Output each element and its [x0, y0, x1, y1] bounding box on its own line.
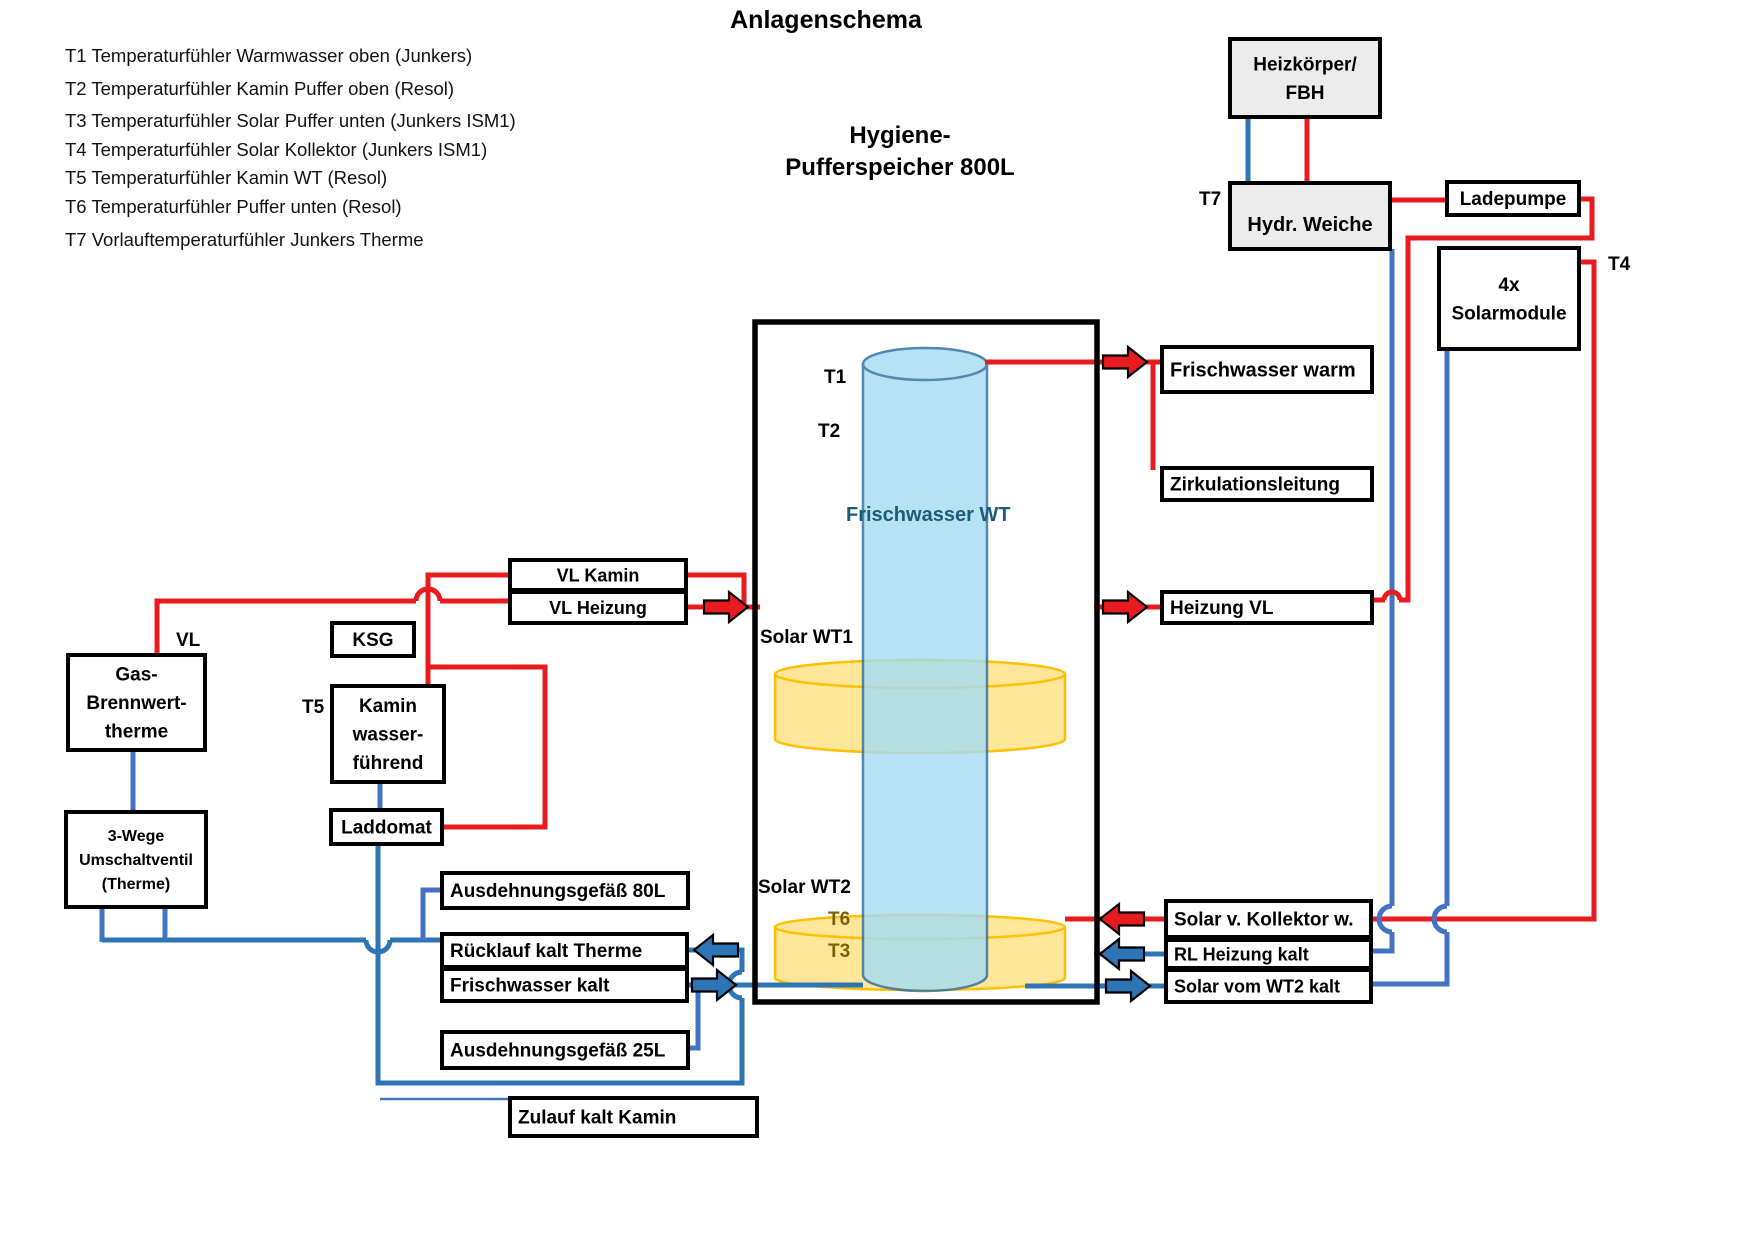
vl-heizung-label: VL Heizung: [549, 597, 647, 618]
zulauf-kalt-kamin-label: Zulauf kalt Kamin: [518, 1107, 677, 1129]
ausdehnungsgefaess-80l-box: [442, 873, 688, 908]
legend-item-t2: T2 Temperaturfühler Kamin Puffer oben (Resol): [65, 78, 455, 99]
kamin-wasserfuehrend-label: wasser-: [352, 724, 424, 746]
zulauf-kalt-kamin-box: [510, 1098, 757, 1136]
kamin-wasserfuehrend-box: [332, 686, 444, 782]
frischwasser-kalt-box: [442, 969, 687, 1001]
rl-heizung-kalt-box: [1166, 940, 1371, 968]
frischwasser-wt-label: Frischwasser WT: [846, 504, 1011, 526]
page-title: Anlagenschema: [730, 6, 922, 34]
drei-wege-umschaltventil-label: (Therme): [101, 876, 171, 894]
t7-label: T7: [1199, 189, 1222, 210]
legend-item-t5: T5 Temperaturfühler Kamin WT (Resol): [65, 167, 388, 188]
vl-kamin-box: [510, 560, 686, 590]
drei-wege-umschaltventil-label: Umschaltventil: [79, 852, 193, 870]
solarmodule-4x-label: Solarmodule: [1451, 303, 1567, 325]
ausdehnungsgefaess-25l-box: [442, 1032, 688, 1068]
heizkoerper-fbh-rect: [1230, 39, 1380, 117]
heizkoerper-fbh-label: FBH: [1285, 82, 1325, 104]
frischwasser-kalt-label: Frischwasser kalt: [450, 975, 610, 997]
vl-kamin-label: VL Kamin: [556, 565, 640, 586]
legend-item-t1: T1 Temperaturfühler Warmwasser oben (Junkers): [65, 45, 473, 66]
legend-item-t4: T4 Temperaturfühler Solar Kollektor (Junkers ISM1): [65, 139, 488, 160]
laddomat-label: Laddomat: [341, 817, 432, 839]
ladepumpe-box: [1447, 182, 1579, 215]
heizkoerper-fbh-box: [1230, 39, 1380, 117]
zirkulationsleitung-box: [1162, 468, 1372, 500]
heizung-vl-box: [1162, 592, 1372, 623]
solarmodule-4x-rect: [1439, 248, 1579, 349]
kamin-wasserfuehrend-label: Kamin: [358, 696, 418, 718]
t3-label: T3: [828, 941, 851, 962]
legend-item-t7: T7 Vorlauftemperaturfühler Junkers Therme: [65, 229, 424, 250]
drei-wege-umschaltventil-box: [66, 812, 206, 907]
t1-label: T1: [824, 367, 847, 388]
ksg-label: KSG: [352, 630, 394, 652]
hydr-weiche-label: Hydr. Weiche: [1247, 214, 1373, 236]
solar-vom-wt2-kalt-label: Solar vom WT2 kalt: [1174, 976, 1341, 997]
frischwasser-coil-body: [863, 364, 987, 991]
solar-wt2-label: Solar WT2: [758, 877, 851, 898]
heizkoerper-fbh-label: Heizkörper/: [1253, 54, 1357, 76]
legend-item-t6: T6 Temperaturfühler Puffer unten (Resol): [65, 196, 402, 217]
vl-heizung-box: [510, 592, 686, 623]
ladepumpe-label: Ladepumpe: [1459, 189, 1567, 211]
frischwasser-coil: [863, 348, 987, 991]
t2-label: T2: [818, 421, 841, 442]
frischwasser-warm-label: Frischwasser warm: [1170, 359, 1356, 382]
laddomat-box: [331, 810, 442, 844]
ausdehnungsgefaess-25l-label: Ausdehnungsgefäß 25L: [450, 1040, 666, 1062]
solar-v-kollektor-warm-label: Solar v. Kollektor w.: [1174, 909, 1354, 931]
ruecklauf-kalt-therme-box: [442, 934, 687, 967]
ausdehnungsgefaess-80l-label: Ausdehnungsgefäß 80L: [450, 881, 666, 903]
t6-label: T6: [828, 909, 851, 930]
hydr-weiche-box: [1230, 183, 1390, 249]
frischwasser-warm-box: [1162, 347, 1372, 392]
tank-subtitle-line2: Pufferspeicher 800L: [785, 154, 1015, 181]
solar-wt1-label: Solar WT1: [760, 627, 853, 648]
gas-brennwerttherme-label: Brennwert-: [86, 693, 187, 715]
tank-subtitle-line1: Hygiene-: [849, 122, 951, 149]
t5-label: T5: [302, 697, 325, 718]
kamin-wasserfuehrend-label: führend: [352, 753, 424, 775]
zirkulationsleitung-label: Zirkulationsleitung: [1170, 474, 1340, 496]
legend-item-t3: T3 Temperaturfühler Solar Puffer unten (Junkers ISM1): [65, 110, 516, 131]
solar-v-kollektor-warm-box: [1166, 901, 1371, 937]
ksg-box: [332, 623, 414, 656]
t4-label: T4: [1608, 254, 1631, 275]
heizung-vl-label: Heizung VL: [1170, 598, 1274, 620]
vl-label: VL: [176, 630, 201, 651]
drei-wege-umschaltventil-label: 3-Wege: [107, 828, 165, 846]
gas-brennwerttherme-box: [68, 655, 205, 750]
gas-brennwerttherme-label: therme: [104, 721, 169, 743]
gas-brennwerttherme-label: Gas-: [115, 664, 158, 686]
solarmodule-4x-label: 4x: [1498, 274, 1520, 296]
solarmodule-4x-box: [1439, 248, 1579, 349]
frischwasser-coil-top: [863, 348, 987, 380]
rl-heizung-kalt-label: RL Heizung kalt: [1174, 944, 1309, 965]
ruecklauf-kalt-therme-label: Rücklauf kalt Therme: [450, 941, 643, 963]
solar-vom-wt2-kalt-box: [1166, 970, 1371, 1002]
